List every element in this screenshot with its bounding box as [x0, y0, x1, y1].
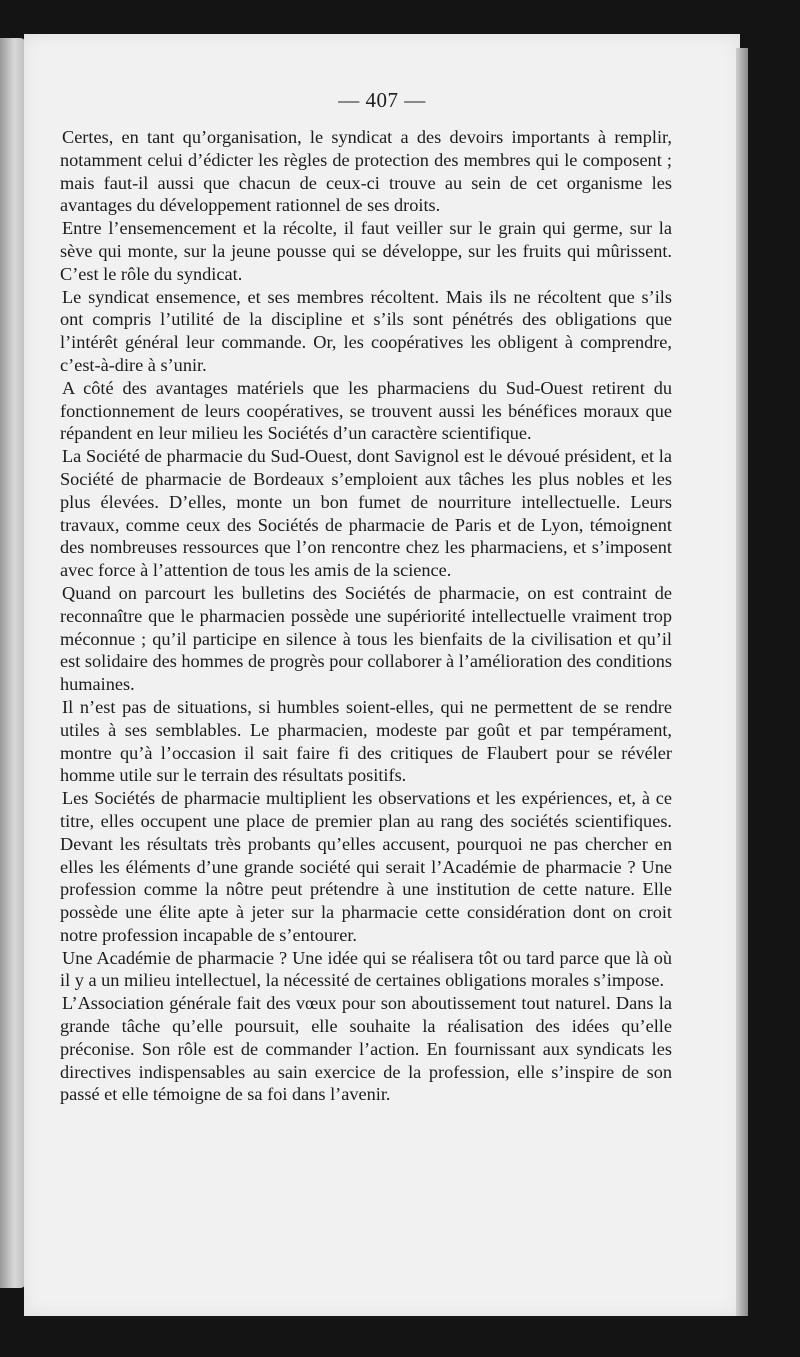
paragraph-1: Certes, en tant qu’organisation, le syndicat a des devoirs importants à remplir, notamment celui d’édicter les règles de protection des membres qui le composent ; mais faut-il aussi que chacun de ceux-ci trouve au sein de cet organisme les avantages du développement rationnel de ses droits.: [60, 127, 672, 216]
paragraph-7: Il n’est pas de situations, si humbles soient-elles, qui ne permettent de se rendre utiles à ses semblables. Le pharmacien, modeste par goût et par tempérament, montre qu’à l’occasion il sait faire fi des critiques de Flaubert pour se révéler homme utile sur le terrain des résultats positifs.: [60, 696, 672, 786]
paragraph-9: Une Académie de pharmacie ? Une idée qui se réalisera tôt ou tard parce que là où il y a un milieu intellectuel, la nécessité de certaines obligations morales s’impose.: [60, 947, 672, 991]
paragraph-6: Quand on parcourt les bulletins des Sociétés de pharmacie, on est contraint de reconnaître que le pharmacien possède une supériorité intellectuelle vraiment trop méconnue ; qu’il participe en silence à tous les bienfaits de la civilisation et qu’il est solidaire des hommes de progrès pour collaborer à l’amélioration des conditions humaines.: [60, 582, 672, 695]
body-text: [60, 126, 672, 1106]
page-stack-edge: [736, 48, 748, 1316]
paragraph-10: L’Association générale fait des vœux pour son aboutissement tout naturel. Dans la grande tâche qu’elle poursuit, elle souhaite la réalisation des idées qu’elle préconise. Son rôle est de commander l’action. En fournissant aux syndicats les directives indispensables au sain exercice de la profession, elle s’inspire de son passé et elle témoigne de sa foi dans l’avenir.: [60, 993, 672, 1105]
paragraph-2: Entre l’ensemencement et la récolte, il faut veiller sur le grain qui germe, sur la sève qui monte, sur la jeune pousse qui se développe, sur les fruits qui mûrissent. C’est le rôle du syndicat.: [60, 218, 672, 284]
paragraph-4: A côté des avantages matériels que les pharmaciens du Sud-Ouest retirent du fonctionnement de leurs coopératives, se trouvent aussi les bénéfices moraux que répandent en leur milieu les Sociétés d’un caractère scientifique.: [60, 377, 672, 444]
book-page: [24, 34, 740, 1316]
paragraph-5: La Société de pharmacie du Sud-Ouest, dont Savignol est le dévoué président, et la Société de pharmacie de Bordeaux s’emploient aux tâches les plus nobles et les plus élevées. D’elles, monte un bon fumet de nourriture intellectuelle. Leurs travaux, comme ceux des Sociétés de pharmacie de Paris et de Lyon, témoignent des nombreuses ressources que l’on rencontre chez les pharmaciens, et s’imposent avec force à l’attention de tous les amis de la science.: [60, 446, 672, 581]
page-number: — 407 —: [338, 88, 426, 112]
paragraph-8: Les Sociétés de pharmacie multiplient les observations et les expériences, et, à ce titre, elles occupent une place de premier plan au rang des sociétés scientifiques. Devant les résultats très probants qu’elles accusent, pourquoi ne pas chercher en elles les éléments d’une grande société qui serait l’Académie de pharmacie ? Une profession comme la nôtre peut prétendre à une institution de cette nature. Elle possède une élite apte à jeter sur la pharmacie cette considération dont on croit notre profession incapable de s’entourer.: [60, 788, 672, 945]
paragraph-3: Le syndicat ensemence, et ses membres récoltent. Mais ils ne récoltent que s’ils ont compris l’utilité de la discipline et s’ils sont pénétrés des obligations que l’intérêt général leur commande. Or, les coopératives les obligent à comprendre, c’est-à-dire à s’unir.: [60, 286, 672, 375]
facing-page-edge: [0, 38, 26, 1288]
